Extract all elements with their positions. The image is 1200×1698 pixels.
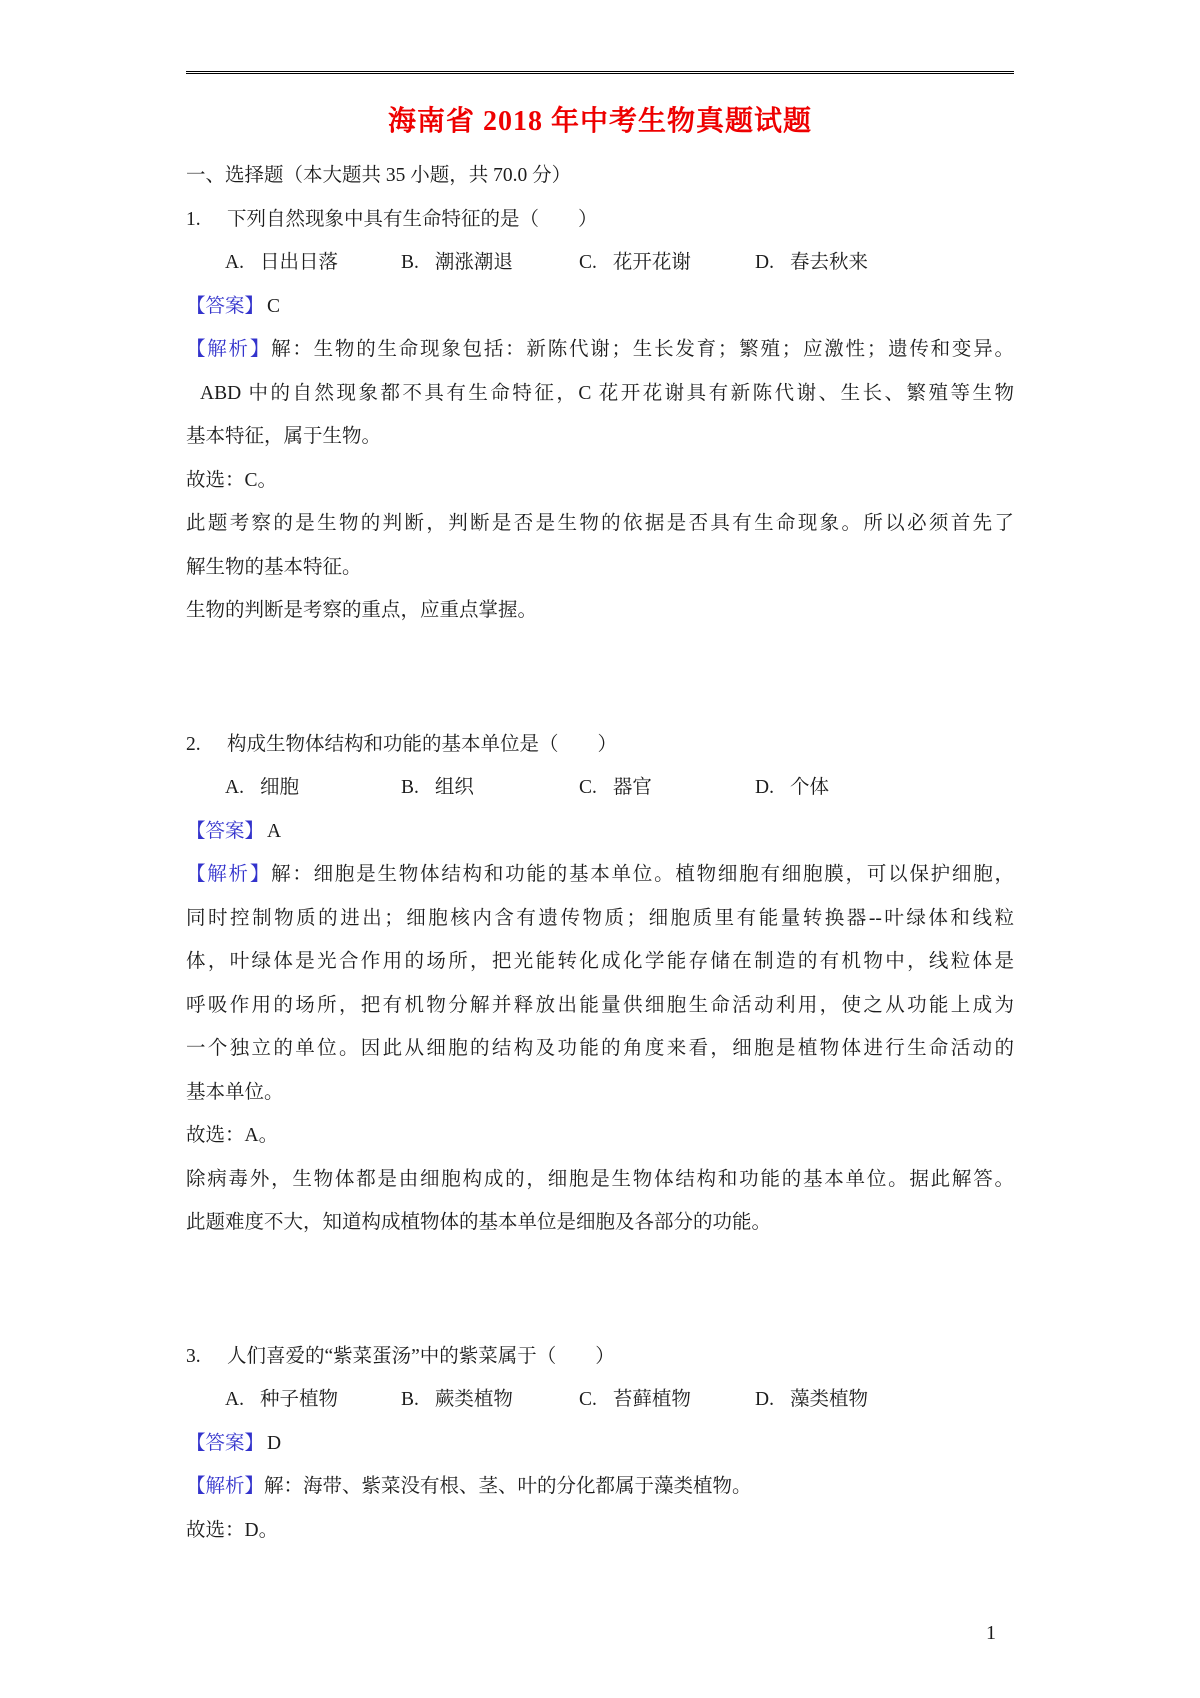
analysis-line: ABD 中的自然现象都不具有生命特征，C 花开花谢具有新陈代谢、生长、繁殖等生物 bbox=[200, 382, 1014, 404]
question-stem: 人们喜爱的“紫菜蛋汤”中的紫菜属于（ ） bbox=[227, 1345, 615, 1367]
analysis-row bbox=[186, 1465, 1014, 1509]
analysis-text: 解：细胞是生物体结构和功能的基本单位。植物细胞有细胞膜，可以保护细胞， bbox=[271, 864, 1014, 885]
option-c bbox=[579, 241, 755, 285]
analysis-marker: 【解析】 bbox=[186, 864, 272, 885]
conclusion-line: 故选：D。 bbox=[186, 1519, 279, 1541]
analysis-line: 此题考察的是生物的判断，判断是否是生物的依据是否具有生命现象。所以必须首先了 bbox=[186, 513, 1014, 534]
page-content bbox=[186, 0, 1014, 1552]
option-a-text: 日出日落 bbox=[259, 252, 338, 273]
option-a-text: 细胞 bbox=[259, 777, 299, 798]
analysis-text: 解：海带、紫菜没有根、茎、叶的分化都属于藻类植物。 bbox=[264, 1476, 752, 1497]
question-stem-row bbox=[186, 723, 1014, 767]
question-stem: 构成生物体结构和功能的基本单位是（ ） bbox=[227, 733, 618, 755]
option-b-text: 组织 bbox=[434, 777, 474, 798]
option-b-label: B. bbox=[401, 777, 419, 798]
option-b bbox=[401, 241, 579, 285]
question-number: 1. bbox=[186, 208, 201, 230]
analysis-line: 除病毒外，生物体都是由细胞构成的，细胞是生物体结构和功能的基本单位。据此解答。 bbox=[186, 1168, 1014, 1190]
conclusion-line: 故选：A。 bbox=[186, 1125, 279, 1146]
analysis-line: 基本特征，属于生物。 bbox=[186, 426, 382, 447]
option-c-text: 苔藓植物 bbox=[612, 1389, 691, 1410]
question-gap bbox=[186, 633, 1014, 723]
option-c bbox=[579, 1378, 755, 1422]
option-c-label: C. bbox=[579, 252, 597, 273]
analysis-line: 此题难度不大，知道构成植物体的基本单位是细胞及各部分的功能。 bbox=[186, 1212, 772, 1233]
option-b-label: B. bbox=[401, 252, 419, 273]
answer-marker: 【答案】 bbox=[186, 1432, 265, 1454]
option-d-text: 春去秋来 bbox=[789, 252, 868, 273]
option-b-text: 蕨类植物 bbox=[434, 1389, 513, 1410]
answer-value: A bbox=[267, 820, 282, 842]
header-double-rule bbox=[186, 71, 1014, 74]
analysis-line: 解生物的基本特征。 bbox=[186, 556, 362, 578]
option-b-label: B. bbox=[401, 1389, 419, 1410]
options-row bbox=[186, 241, 1014, 285]
analysis-marker: 【解析】 bbox=[186, 339, 272, 360]
analysis-line: 一个独立的单位。因此从细胞的结构及功能的角度来看，细胞是植物体进行生命活动的 bbox=[186, 1038, 1014, 1059]
option-a-text: 种子植物 bbox=[259, 1389, 338, 1410]
option-d-label: D. bbox=[755, 252, 774, 273]
option-d bbox=[755, 766, 1014, 810]
answer-row bbox=[186, 810, 1014, 854]
option-d bbox=[755, 241, 1014, 285]
option-a-label: A. bbox=[225, 777, 244, 798]
option-d-text: 个体 bbox=[789, 777, 829, 798]
question-block-3 bbox=[186, 1335, 1014, 1553]
option-a bbox=[225, 1378, 401, 1422]
question-gap bbox=[186, 1245, 1014, 1335]
option-b-text: 潮涨潮退 bbox=[434, 252, 513, 273]
page-number: 1 bbox=[986, 1622, 996, 1644]
analysis-row bbox=[186, 328, 1014, 372]
option-c-text: 器官 bbox=[612, 777, 652, 798]
option-c bbox=[579, 766, 755, 810]
answer-marker: 【答案】 bbox=[186, 295, 265, 317]
option-a-label: A. bbox=[225, 1389, 244, 1410]
option-a bbox=[225, 241, 401, 285]
option-c-label: C. bbox=[579, 777, 597, 798]
options-row bbox=[186, 1378, 1014, 1422]
option-c-label: C. bbox=[579, 1389, 597, 1410]
question-block-1 bbox=[186, 198, 1014, 633]
option-d-label: D. bbox=[755, 777, 774, 798]
question-number: 2. bbox=[186, 733, 201, 755]
analysis-marker: 【解析】 bbox=[186, 1476, 265, 1497]
options-row bbox=[186, 766, 1014, 810]
option-d bbox=[755, 1378, 1014, 1422]
answer-marker: 【答案】 bbox=[186, 820, 265, 842]
analysis-line: 基本单位。 bbox=[186, 1081, 284, 1103]
answer-row bbox=[186, 285, 1014, 329]
answer-row bbox=[186, 1422, 1014, 1466]
section-heading: 一、选择题（本大题共 35 小题，共 70.0 分） bbox=[186, 165, 572, 186]
question-stem-row bbox=[186, 198, 1014, 242]
answer-value: C bbox=[267, 295, 281, 317]
analysis-line: 呼吸作用的场所，把有机物分解并释放出能量供细胞生命活动利用，使之从功能上成为 bbox=[186, 994, 1014, 1016]
question-number: 3. bbox=[186, 1345, 201, 1367]
conclusion-line: 故选：C。 bbox=[186, 469, 278, 491]
option-d-text: 藻类植物 bbox=[789, 1389, 868, 1410]
option-b bbox=[401, 766, 579, 810]
question-block-2 bbox=[186, 723, 1014, 1245]
option-a-label: A. bbox=[225, 252, 244, 273]
analysis-text: 解：生物的生命现象包括：新陈代谢；生长发育；繁殖；应激性；遗传和变异。 bbox=[271, 339, 1014, 360]
answer-value: D bbox=[267, 1432, 282, 1454]
option-a bbox=[225, 766, 401, 810]
analysis-row bbox=[186, 853, 1014, 897]
option-c-text: 花开花谢 bbox=[612, 252, 691, 273]
analysis-line: 体，叶绿体是光合作用的场所，把光能转化成化学能存储在制造的有机物中，线粒体是 bbox=[186, 951, 1014, 972]
question-stem: 下列自然现象中具有生命特征的是（ ） bbox=[227, 208, 598, 230]
option-d-label: D. bbox=[755, 1389, 774, 1410]
option-b bbox=[401, 1378, 579, 1422]
question-stem-row bbox=[186, 1335, 1014, 1379]
page-title: 海南省 2018 年中考生物真题试题 bbox=[387, 106, 812, 137]
analysis-line: 同时控制物质的进出；细胞核内含有遗传物质；细胞质里有能量转换器--叶绿体和线粒 bbox=[186, 907, 1014, 929]
analysis-line: 生物的判断是考察的重点，应重点掌握。 bbox=[186, 600, 538, 621]
